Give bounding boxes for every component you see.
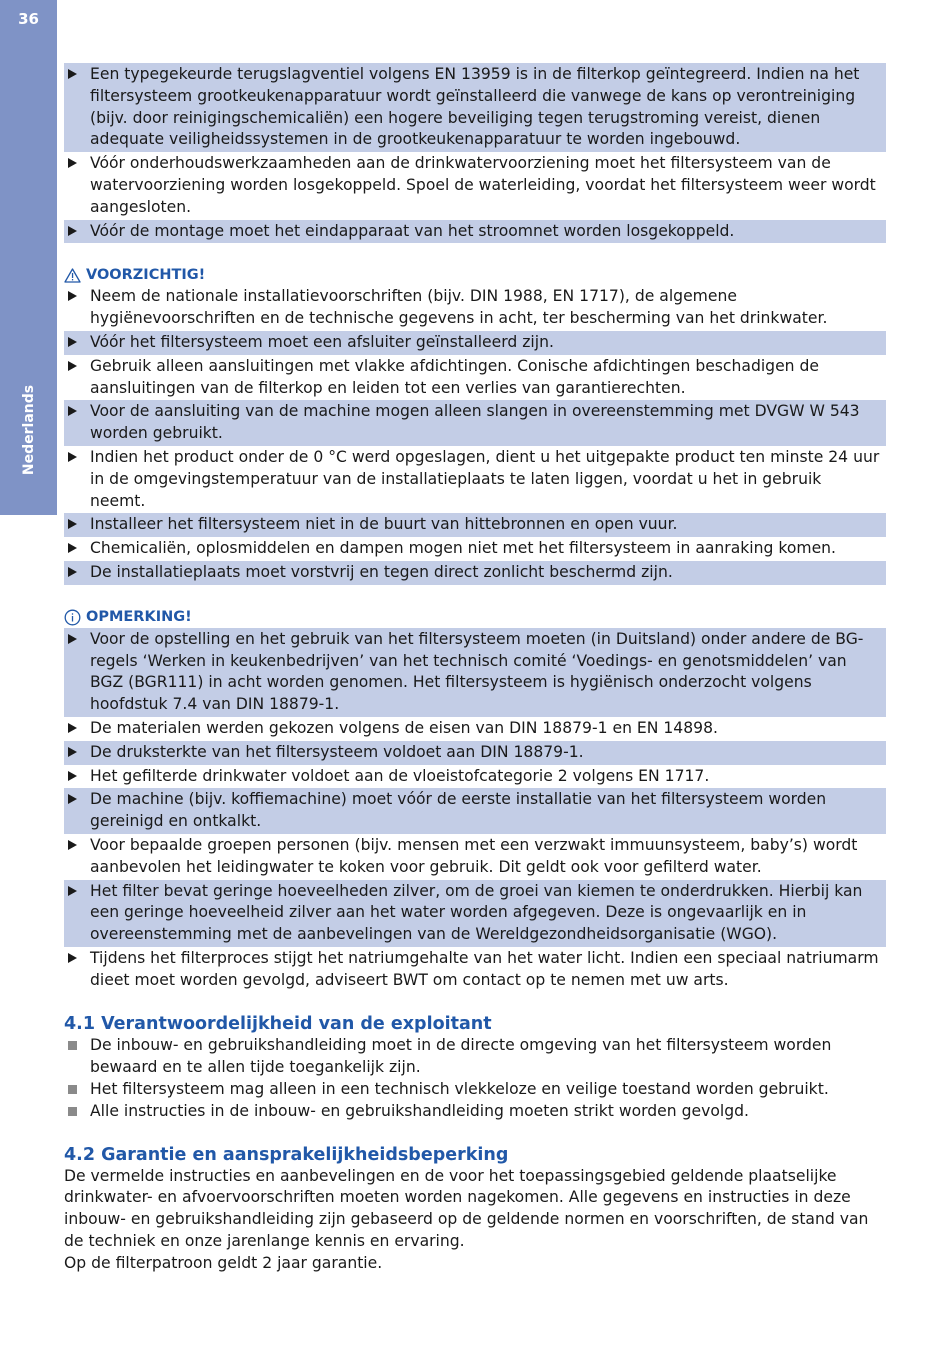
arrow-bullet-icon xyxy=(68,567,77,577)
info-circle-icon xyxy=(64,609,81,626)
list-item: Vóór het filtersysteem moet een afsluiter geïnstalleerd zijn. xyxy=(64,331,886,355)
list-item: De inbouw- en gebruikshandleiding moet in de directe omgeving van het filtersysteem worden bewaard en te allen tijde toegankelijk zijn. xyxy=(64,1035,886,1079)
list-item: Neem de nationale installatievoorschriften (bijv. DIN 1988, EN 1717), de algemene hygiënevoorschriften en de technische gegevens in acht, ter bescherming van het drinkwater. xyxy=(64,285,886,331)
list-item: De materialen werden gekozen volgens de eisen van DIN 18879-1 en EN 14898. xyxy=(64,717,886,741)
arrow-bullet-icon xyxy=(68,519,77,529)
arrow-bullet-icon xyxy=(68,291,77,301)
list-item: Alle instructies in de inbouw- en gebruikshandleiding moeten strikt worden gevolgd. xyxy=(64,1101,886,1123)
arrow-bullet-icon xyxy=(68,840,77,850)
list-item: Indien het product onder de 0 °C werd opgeslagen, dient u het uitgepakte product ten minste 24 uur in de omgevingstemperatuur van de installatieplaats te laten liggen, voordat u het in gebruik neemt. xyxy=(64,446,886,513)
list-item: De machine (bijv. koffiemachine) moet vóór de eerste installatie van het filtersysteem worden gereinigd en ontkalkt. xyxy=(64,788,886,834)
list-item: Een typegekeurde terugslagventiel volgens EN 13959 is in de filterkop geïntegreerd. Indien na het filtersysteem grootkeukenapparatuur wordt geïnstalleerd die vanwege de kans op verontreiniging (bijv. door reinigingschemicaliën) een hogere beveiliging tegen terugstroming vereist, dienen adequate veiligheidssystemen in de grootkeukenapparatuur te worden ingebouwd. xyxy=(64,63,886,152)
arrow-bullet-icon xyxy=(68,543,77,553)
square-bullet-icon xyxy=(68,1085,77,1094)
caution-heading xyxy=(64,267,886,283)
arrow-bullet-icon xyxy=(68,747,77,757)
arrow-bullet-icon xyxy=(68,452,77,462)
section-heading-4-1: 4.1 Verantwoordelijkheid van de exploitant xyxy=(64,1014,492,1035)
list-item: Het filtersysteem mag alleen in een technisch vlekkeloze en veilige toestand worden gebruikt. xyxy=(64,1079,886,1101)
page-content xyxy=(64,63,886,1275)
warranty-paragraph: De vermelde instructies en aanbevelingen en de voor het toepassingsgebied geldende plaatselijke drinkwater- en afvoervoorschriften moeten worden nagekomen. Alle gegevens en instructies in deze inbouw- en gebruikshandleiding zijn gebaseerd op de geldende normen en voorschriften, de stand van de techniek en onze jarenlange kennis en ervaring. xyxy=(64,1166,869,1251)
list-item: De installatieplaats moet vorstvrij en tegen direct zonlicht beschermd zijn. xyxy=(64,561,886,585)
list-item: De druksterkte van het filtersysteem voldoet aan DIN 18879-1. xyxy=(64,741,886,765)
note-title: OPMERKING! xyxy=(86,609,192,626)
caution-bullet-list xyxy=(64,285,886,584)
note-bullet-list xyxy=(64,628,886,993)
list-item: Voor de opstelling en het gebruik van het filtersysteem moeten (in Duitsland) onder andere de BG-regels ‘Werken in keukenbedrijven’ van het technisch comité ‘Voedings- en genotsmiddelen’ van BGZ (BGR111) in acht worden genomen. Het filtersysteem is hygiënisch onderzocht volgens hoofdstuk 7.4 van DIN 18879-1. xyxy=(64,628,886,717)
list-item: Het filter bevat geringe hoeveelheden zilver, om de groei van kiemen te onderdrukken. Hierbij kan een geringe hoeveelheid zilver aan het water worden afgegeven. Deze is ongevaarlijk en in overeenstemming met de aanbevelingen van de Wereldgezondheidsorganisatie (WGO). xyxy=(64,880,886,947)
arrow-bullet-icon xyxy=(68,406,77,416)
page-number: 36 xyxy=(18,10,39,28)
section-heading-4-2: 4.2 Garantie en aansprakelijkheidsbeperking xyxy=(64,1144,509,1165)
language-label: Nederlands xyxy=(21,384,37,476)
arrow-bullet-icon xyxy=(68,158,77,168)
arrow-bullet-icon xyxy=(68,771,77,781)
arrow-bullet-icon xyxy=(68,953,77,963)
square-bullet-icon xyxy=(68,1107,77,1116)
list-item: Gebruik alleen aansluitingen met vlakke afdichtingen. Conische afdichtingen beschadigen de aansluitingen van de filterkop en leiden tot een verlies van garantierechten. xyxy=(64,355,886,401)
arrow-bullet-icon xyxy=(68,886,77,896)
arrow-bullet-icon xyxy=(68,794,77,804)
list-item: Het gefilterde drinkwater voldoet aan de vloeistofcategorie 2 volgens EN 1717. xyxy=(64,765,886,789)
list-item: Tijdens het filterproces stijgt het natriumgehalte van het water licht. Indien een speciaal natriumarm dieet moet worden gevolgd, adviseert BWT om contact op te nemen met uw arts. xyxy=(64,947,886,993)
arrow-bullet-icon xyxy=(68,337,77,347)
arrow-bullet-icon xyxy=(68,634,77,644)
note-heading xyxy=(64,609,886,626)
list-item: Vóór de montage moet het eindapparaat van het stroomnet worden losgekoppeld. xyxy=(64,220,886,244)
caution-title: VOORZICHTIG! xyxy=(86,267,206,284)
arrow-bullet-icon xyxy=(68,723,77,733)
intro-bullet-list xyxy=(64,63,886,243)
list-item: Voor bepaalde groepen personen (bijv. mensen met een verzwakt immuunsysteem, baby’s) wordt aanbevolen het leidingwater te koken voor gebruik. Dit geldt ook voor gefilterd water. xyxy=(64,834,886,880)
warranty-period: Op de filterpatroon geldt 2 jaar garantie. xyxy=(64,1253,383,1272)
list-item: Voor de aansluiting van de machine mogen alleen slangen in overeenstemming met DVGW W 543 worden gebruikt. xyxy=(64,400,886,446)
list-item: Vóór onderhoudswerkzaamheden aan de drinkwatervoorziening moet het filtersysteem van de watervoorziening worden losgekoppeld. Spoel de waterleiding, voordat het filtersysteem weer wordt aangesloten. xyxy=(64,152,886,219)
list-item: Chemicaliën, oplosmiddelen en dampen mogen niet met het filtersysteem in aanraking komen. xyxy=(64,537,886,561)
arrow-bullet-icon xyxy=(68,226,77,236)
language-sidebar xyxy=(0,0,57,515)
square-bullet-icon xyxy=(68,1041,77,1050)
arrow-bullet-icon xyxy=(68,69,77,79)
warning-triangle-icon xyxy=(64,268,81,283)
arrow-bullet-icon xyxy=(68,361,77,371)
list-item: Installeer het filtersysteem niet in de buurt van hittebronnen en open vuur. xyxy=(64,513,886,537)
responsibility-list xyxy=(64,1035,886,1122)
